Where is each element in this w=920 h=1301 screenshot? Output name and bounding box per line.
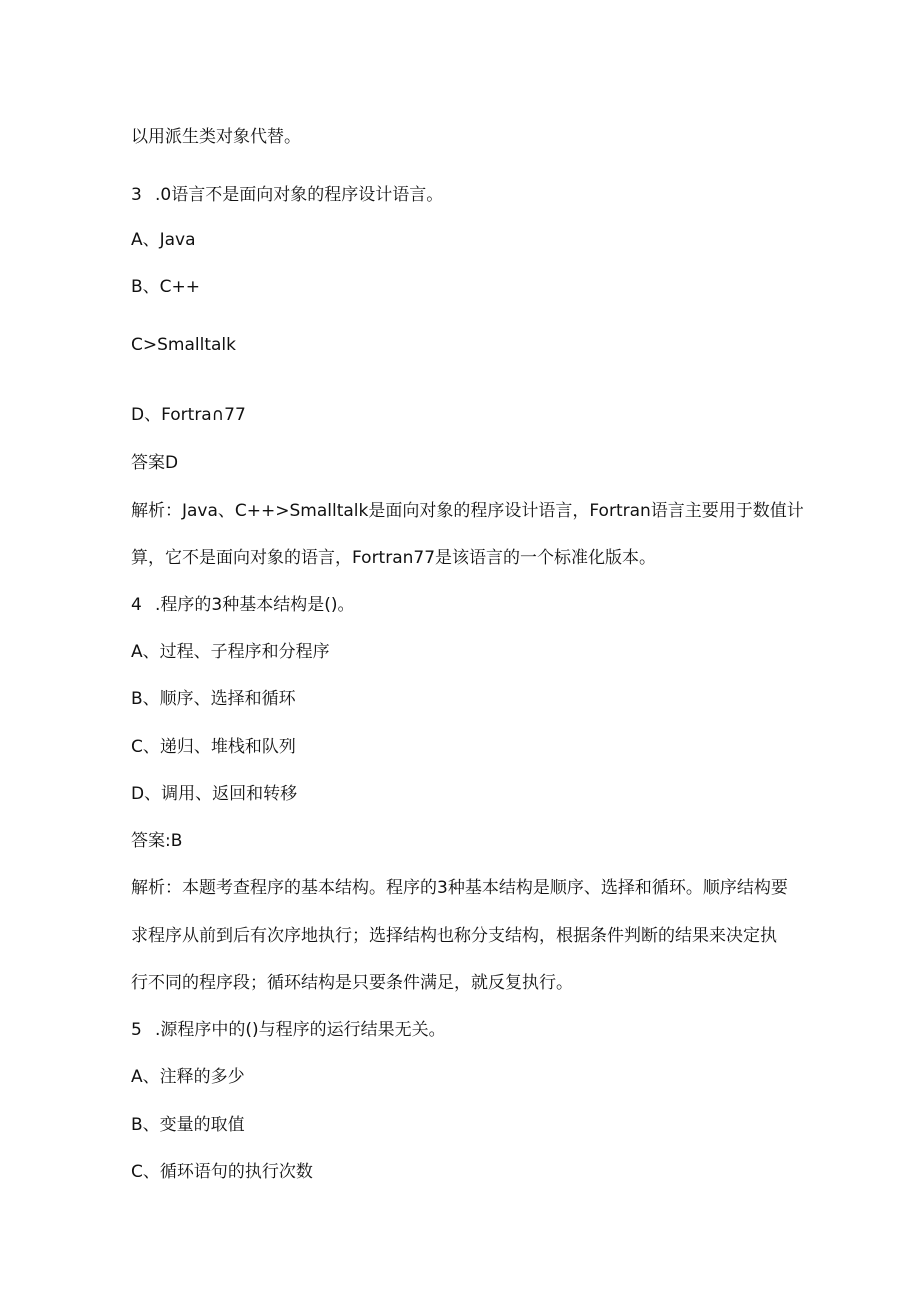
explanation-line: 解析：Java、C++>Smalltalk是面向对象的程序设计语言，Fortran语言主要用于数值计 <box>131 501 804 521</box>
text-line: 以用派生类对象代替。 <box>131 127 301 147</box>
option-a: A、Java <box>131 230 196 250</box>
question-5 <box>131 1019 446 1041</box>
question-text: .程序的3种基本结构是()。 <box>155 595 355 615</box>
question-number: 5 <box>131 1020 142 1040</box>
option-b: B、C++ <box>131 277 201 297</box>
question-3 <box>131 184 443 206</box>
option-d: D、Fortra∩77 <box>131 405 246 425</box>
question-number: 3 <box>131 185 142 205</box>
option-a: A、过程、子程序和分程序 <box>131 642 330 662</box>
explanation-line: 解析：本题考查程序的基本结构。程序的3种基本结构是顺序、选择和循环。顺序结构要 <box>131 878 788 898</box>
answer: 答案D <box>131 453 179 473</box>
question-number: 4 <box>131 595 142 615</box>
explanation-line: 算，它不是面向对象的语言，Fortran77是该语言的一个标准化版本。 <box>131 548 657 568</box>
answer: 答案:B <box>131 831 183 851</box>
option-b: B、顺序、选择和循环 <box>131 689 296 709</box>
explanation-line: 求程序从前到后有次序地执行；选择结构也称分支结构，根据条件判断的结果来决定执 <box>131 926 777 946</box>
option-c: C、循环语句的执行次数 <box>131 1162 313 1182</box>
option-b: B、变量的取值 <box>131 1115 245 1135</box>
option-d: D、调用、返回和转移 <box>131 784 298 804</box>
question-text: .0语言不是面向对象的程序设计语言。 <box>155 185 444 205</box>
question-text: .源程序中的()与程序的运行结果无关。 <box>155 1020 446 1040</box>
option-c: C、递归、堆栈和队列 <box>131 737 296 757</box>
explanation-line: 行不同的程序段；循环结构是只要条件满足，就反复执行。 <box>131 973 573 993</box>
option-a: A、注释的多少 <box>131 1067 245 1087</box>
question-4 <box>131 594 354 616</box>
option-c: C>Smalltalk <box>131 335 236 355</box>
